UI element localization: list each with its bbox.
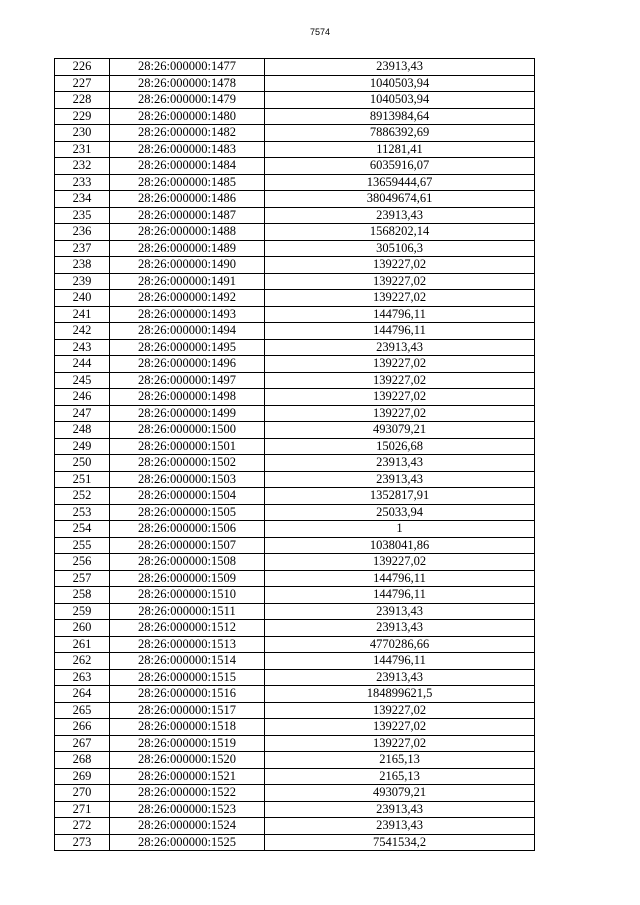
row-number-cell: 268 — [55, 752, 110, 769]
table-row — [55, 834, 535, 851]
value-cell: 184899621,5 — [265, 686, 535, 703]
row-number-cell: 270 — [55, 785, 110, 802]
row-number-cell: 271 — [55, 801, 110, 818]
value-cell: 6035916,07 — [265, 158, 535, 175]
row-number-cell: 260 — [55, 620, 110, 637]
value-cell: 23913,43 — [265, 455, 535, 472]
table-row — [55, 191, 535, 208]
table-row — [55, 471, 535, 488]
table-row — [55, 306, 535, 323]
cadastral-number-cell: 28:26:000000:1485 — [110, 174, 265, 191]
row-number-cell: 248 — [55, 422, 110, 439]
value-cell: 23913,43 — [265, 59, 535, 76]
table-row — [55, 488, 535, 505]
row-number-cell: 236 — [55, 224, 110, 241]
table-row — [55, 570, 535, 587]
cadastral-table — [54, 58, 535, 851]
table-row — [55, 92, 535, 109]
table-row — [55, 686, 535, 703]
cadastral-number-cell: 28:26:000000:1504 — [110, 488, 265, 505]
table-row — [55, 620, 535, 637]
row-number-cell: 257 — [55, 570, 110, 587]
row-number-cell: 239 — [55, 273, 110, 290]
table-row — [55, 669, 535, 686]
cadastral-number-cell: 28:26:000000:1514 — [110, 653, 265, 670]
value-cell: 8913984,64 — [265, 108, 535, 125]
table-row — [55, 785, 535, 802]
table-row — [55, 603, 535, 620]
value-cell: 1040503,94 — [265, 75, 535, 92]
cadastral-number-cell: 28:26:000000:1482 — [110, 125, 265, 142]
value-cell: 139227,02 — [265, 356, 535, 373]
row-number-cell: 249 — [55, 438, 110, 455]
cadastral-number-cell: 28:26:000000:1513 — [110, 636, 265, 653]
row-number-cell: 240 — [55, 290, 110, 307]
table-row — [55, 224, 535, 241]
row-number-cell: 258 — [55, 587, 110, 604]
cadastral-number-cell: 28:26:000000:1505 — [110, 504, 265, 521]
row-number-cell: 228 — [55, 92, 110, 109]
cadastral-number-cell: 28:26:000000:1502 — [110, 455, 265, 472]
value-cell: 23913,43 — [265, 603, 535, 620]
value-cell: 139227,02 — [265, 273, 535, 290]
table-row — [55, 75, 535, 92]
table-row — [55, 240, 535, 257]
value-cell: 493079,21 — [265, 785, 535, 802]
cadastral-number-cell: 28:26:000000:1499 — [110, 405, 265, 422]
table-row — [55, 504, 535, 521]
cadastral-number-cell: 28:26:000000:1484 — [110, 158, 265, 175]
row-number-cell: 233 — [55, 174, 110, 191]
page-number: 7574 — [309, 27, 331, 37]
cadastral-number-cell: 28:26:000000:1509 — [110, 570, 265, 587]
cadastral-number-cell: 28:26:000000:1497 — [110, 372, 265, 389]
value-cell: 25033,94 — [265, 504, 535, 521]
table-row — [55, 587, 535, 604]
value-cell: 23913,43 — [265, 620, 535, 637]
cadastral-number-cell: 28:26:000000:1498 — [110, 389, 265, 406]
value-cell: 139227,02 — [265, 554, 535, 571]
value-cell: 38049674,61 — [265, 191, 535, 208]
cadastral-number-cell: 28:26:000000:1494 — [110, 323, 265, 340]
value-cell: 2165,13 — [265, 752, 535, 769]
table-row — [55, 521, 535, 538]
table-row — [55, 752, 535, 769]
row-number-cell: 272 — [55, 818, 110, 835]
table-row — [55, 719, 535, 736]
table-row — [55, 554, 535, 571]
cadastral-number-cell: 28:26:000000:1500 — [110, 422, 265, 439]
value-cell: 139227,02 — [265, 389, 535, 406]
table-row — [55, 438, 535, 455]
table-row — [55, 537, 535, 554]
value-cell: 139227,02 — [265, 290, 535, 307]
table-row — [55, 174, 535, 191]
value-cell: 139227,02 — [265, 257, 535, 274]
table-row — [55, 389, 535, 406]
row-number-cell: 261 — [55, 636, 110, 653]
table-row — [55, 257, 535, 274]
row-number-cell: 259 — [55, 603, 110, 620]
cadastral-number-cell: 28:26:000000:1522 — [110, 785, 265, 802]
row-number-cell: 247 — [55, 405, 110, 422]
cadastral-number-cell: 28:26:000000:1503 — [110, 471, 265, 488]
cadastral-number-cell: 28:26:000000:1519 — [110, 735, 265, 752]
value-cell: 23913,43 — [265, 669, 535, 686]
cadastral-number-cell: 28:26:000000:1511 — [110, 603, 265, 620]
value-cell: 139227,02 — [265, 702, 535, 719]
cadastral-number-cell: 28:26:000000:1493 — [110, 306, 265, 323]
cadastral-number-cell: 28:26:000000:1517 — [110, 702, 265, 719]
value-cell: 1038041,86 — [265, 537, 535, 554]
cadastral-number-cell: 28:26:000000:1506 — [110, 521, 265, 538]
value-cell: 23913,43 — [265, 818, 535, 835]
row-number-cell: 256 — [55, 554, 110, 571]
value-cell: 4770286,66 — [265, 636, 535, 653]
row-number-cell: 254 — [55, 521, 110, 538]
row-number-cell: 263 — [55, 669, 110, 686]
table-row — [55, 801, 535, 818]
cadastral-number-cell: 28:26:000000:1512 — [110, 620, 265, 637]
row-number-cell: 230 — [55, 125, 110, 142]
row-number-cell: 253 — [55, 504, 110, 521]
row-number-cell: 234 — [55, 191, 110, 208]
value-cell: 1352817,91 — [265, 488, 535, 505]
row-number-cell: 226 — [55, 59, 110, 76]
row-number-cell: 235 — [55, 207, 110, 224]
cadastral-number-cell: 28:26:000000:1524 — [110, 818, 265, 835]
value-cell: 7886392,69 — [265, 125, 535, 142]
table-row — [55, 735, 535, 752]
value-cell: 493079,21 — [265, 422, 535, 439]
cadastral-number-cell: 28:26:000000:1488 — [110, 224, 265, 241]
value-cell: 13659444,67 — [265, 174, 535, 191]
row-number-cell: 245 — [55, 372, 110, 389]
value-cell: 139227,02 — [265, 405, 535, 422]
cadastral-number-cell: 28:26:000000:1523 — [110, 801, 265, 818]
cadastral-number-cell: 28:26:000000:1525 — [110, 834, 265, 851]
cadastral-number-cell: 28:26:000000:1495 — [110, 339, 265, 356]
row-number-cell: 246 — [55, 389, 110, 406]
table-row — [55, 653, 535, 670]
value-cell: 144796,11 — [265, 570, 535, 587]
value-cell: 1040503,94 — [265, 92, 535, 109]
row-number-cell: 266 — [55, 719, 110, 736]
value-cell: 23913,43 — [265, 471, 535, 488]
table-row — [55, 818, 535, 835]
value-cell: 23913,43 — [265, 801, 535, 818]
table-row — [55, 372, 535, 389]
table-row — [55, 141, 535, 158]
cadastral-number-cell: 28:26:000000:1521 — [110, 768, 265, 785]
row-number-cell: 269 — [55, 768, 110, 785]
row-number-cell: 251 — [55, 471, 110, 488]
value-cell: 139227,02 — [265, 735, 535, 752]
value-cell: 1568202,14 — [265, 224, 535, 241]
row-number-cell: 238 — [55, 257, 110, 274]
table-row — [55, 356, 535, 373]
table-row — [55, 323, 535, 340]
table-body — [55, 59, 535, 851]
table-row — [55, 702, 535, 719]
cadastral-number-cell: 28:26:000000:1515 — [110, 669, 265, 686]
table-row — [55, 768, 535, 785]
value-cell: 144796,11 — [265, 587, 535, 604]
table-row — [55, 636, 535, 653]
row-number-cell: 250 — [55, 455, 110, 472]
cadastral-number-cell: 28:26:000000:1518 — [110, 719, 265, 736]
value-cell: 2165,13 — [265, 768, 535, 785]
value-cell: 7541534,2 — [265, 834, 535, 851]
row-number-cell: 244 — [55, 356, 110, 373]
row-number-cell: 255 — [55, 537, 110, 554]
table-row — [55, 339, 535, 356]
value-cell: 144796,11 — [265, 323, 535, 340]
value-cell: 23913,43 — [265, 339, 535, 356]
cadastral-number-cell: 28:26:000000:1483 — [110, 141, 265, 158]
cadastral-number-cell: 28:26:000000:1491 — [110, 273, 265, 290]
row-number-cell: 227 — [55, 75, 110, 92]
cadastral-number-cell: 28:26:000000:1490 — [110, 257, 265, 274]
table-row — [55, 455, 535, 472]
cadastral-number-cell: 28:26:000000:1520 — [110, 752, 265, 769]
row-number-cell: 237 — [55, 240, 110, 257]
table-row — [55, 108, 535, 125]
cadastral-number-cell: 28:26:000000:1486 — [110, 191, 265, 208]
cadastral-number-cell: 28:26:000000:1487 — [110, 207, 265, 224]
cadastral-number-cell: 28:26:000000:1516 — [110, 686, 265, 703]
row-number-cell: 265 — [55, 702, 110, 719]
row-number-cell: 241 — [55, 306, 110, 323]
row-number-cell: 267 — [55, 735, 110, 752]
value-cell: 144796,11 — [265, 306, 535, 323]
row-number-cell: 231 — [55, 141, 110, 158]
row-number-cell: 242 — [55, 323, 110, 340]
cadastral-number-cell: 28:26:000000:1508 — [110, 554, 265, 571]
row-number-cell: 273 — [55, 834, 110, 851]
value-cell: 15026,68 — [265, 438, 535, 455]
value-cell: 144796,11 — [265, 653, 535, 670]
cadastral-number-cell: 28:26:000000:1479 — [110, 92, 265, 109]
table-row — [55, 405, 535, 422]
cadastral-number-cell: 28:26:000000:1510 — [110, 587, 265, 604]
cadastral-number-cell: 28:26:000000:1507 — [110, 537, 265, 554]
value-cell: 11281,41 — [265, 141, 535, 158]
row-number-cell: 262 — [55, 653, 110, 670]
row-number-cell: 264 — [55, 686, 110, 703]
value-cell: 1 — [265, 521, 535, 538]
cadastral-number-cell: 28:26:000000:1496 — [110, 356, 265, 373]
table-row — [55, 59, 535, 76]
value-cell: 139227,02 — [265, 372, 535, 389]
table-row — [55, 290, 535, 307]
value-cell: 305106,3 — [265, 240, 535, 257]
value-cell: 23913,43 — [265, 207, 535, 224]
cadastral-number-cell: 28:26:000000:1501 — [110, 438, 265, 455]
row-number-cell: 252 — [55, 488, 110, 505]
row-number-cell: 232 — [55, 158, 110, 175]
row-number-cell: 243 — [55, 339, 110, 356]
table-row — [55, 273, 535, 290]
cadastral-number-cell: 28:26:000000:1492 — [110, 290, 265, 307]
table-row — [55, 207, 535, 224]
cadastral-number-cell: 28:26:000000:1480 — [110, 108, 265, 125]
table-row — [55, 125, 535, 142]
cadastral-number-cell: 28:26:000000:1477 — [110, 59, 265, 76]
table-row — [55, 422, 535, 439]
table-row — [55, 158, 535, 175]
cadastral-number-cell: 28:26:000000:1489 — [110, 240, 265, 257]
row-number-cell: 229 — [55, 108, 110, 125]
cadastral-number-cell: 28:26:000000:1478 — [110, 75, 265, 92]
value-cell: 139227,02 — [265, 719, 535, 736]
